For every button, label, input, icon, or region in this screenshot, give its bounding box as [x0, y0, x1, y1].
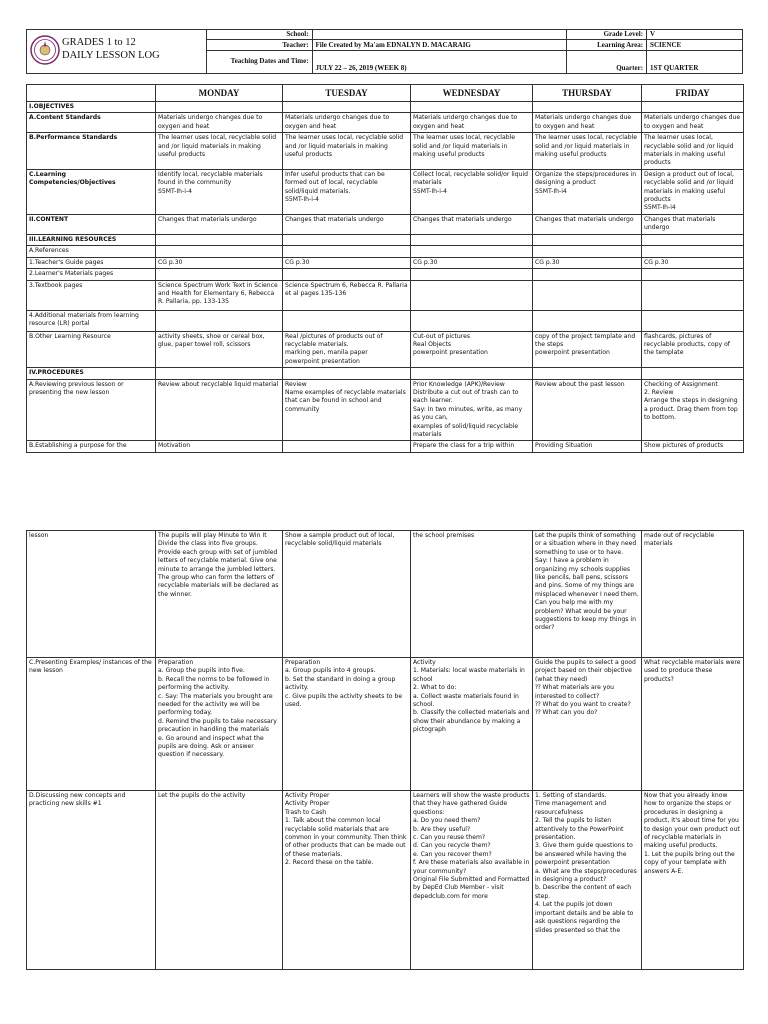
day-cell-friday: CG p.30 — [642, 257, 744, 268]
page-2 — [0, 500, 768, 1024]
day-cell-tuesday: Changes that materials undergo — [283, 214, 411, 234]
day-cell-thursday: CG p.30 — [533, 257, 642, 268]
lesson-row — [27, 531, 744, 658]
day-cell-friday — [642, 102, 744, 113]
day-cell-tuesday — [283, 269, 411, 280]
lesson-table-page-2 — [26, 530, 744, 970]
day-cell-wednesday: Activity 1. Materials: local waste materials in school 2. What to do: a. Collect waste materials found in school. b. Classify the collected materials and show their abundance by making a pictograph — [411, 658, 533, 791]
day-cell-monday — [156, 269, 283, 280]
day-cell-thursday — [533, 246, 642, 257]
day-cell-friday: Now that you already know how to organize the steps or procedures in designing a product, it's about time for you to design your own product out of recyclable materials in making useful products. 1. Let the pupils bring out the copy of your template with answers A-E. — [642, 791, 744, 970]
row-label: A.Reviewing previous lesson or presenting the new lesson — [27, 379, 156, 441]
row-label: IV.PROCEDURES — [27, 368, 156, 379]
day-cell-tuesday: Science Spectrum 6, Rebecca R. Pallaria et al pages 135-136 — [283, 280, 411, 310]
lesson-row — [27, 133, 744, 170]
grade-level-value: V — [647, 30, 743, 40]
row-label: B.Establishing a purpose for the — [27, 441, 156, 453]
day-cell-monday: Science Spectrum Work Text in Science and Health for Elementary 6, Rebecca R. Pallaria, pp. 133-135 — [156, 280, 283, 310]
day-cell-wednesday: the school premises — [411, 531, 533, 658]
row-label: III.LEARNING RESOURCES — [27, 234, 156, 245]
lesson-row — [27, 791, 744, 970]
day-cell-wednesday: CG p.30 — [411, 257, 533, 268]
day-cell-friday — [642, 269, 744, 280]
page-1 — [0, 0, 768, 495]
grade-level-label: Grade Level: — [567, 30, 647, 40]
day-cell-friday: made out of recyclable materials — [642, 531, 744, 658]
row-label: I.OBJECTIVES — [27, 102, 156, 113]
day-cell-friday: Changes that materials undergo — [642, 214, 744, 234]
day-cell-tuesday: Materials undergo changes due to oxygen and heat — [283, 113, 411, 133]
day-cell-thursday: Materials undergo changes due to oxygen and heat — [533, 113, 642, 133]
day-cell-friday — [642, 310, 744, 331]
learning-area-label: Learning Area: — [567, 40, 647, 51]
day-cell-thursday — [533, 310, 642, 331]
day-cell-monday: Review about recyclable liquid material — [156, 379, 283, 441]
row-label: B.Other Learning Resource — [27, 331, 156, 368]
quarter-value: 1ST QUARTER — [647, 51, 743, 74]
title-line-1: GRADES 1 to 12 — [62, 37, 136, 48]
day-cell-tuesday: The learner uses local, recyclable solid and /or liquid materials in making useful products — [283, 133, 411, 170]
day-cell-tuesday — [283, 441, 411, 453]
day-cell-monday: Motivation — [156, 441, 283, 453]
day-cell-monday: The learner uses local, recyclable solid and /or liquid materials in making useful products — [156, 133, 283, 170]
day-cell-thursday — [533, 234, 642, 245]
lesson-row — [27, 102, 744, 113]
teaching-dates-value: JULY 22 – 26, 2019 (WEEK 8) — [312, 51, 567, 74]
day-cell-tuesday: Show a sample product out of local, recyclable solid/liquid materials — [283, 531, 411, 658]
day-cell-tuesday — [283, 102, 411, 113]
day-header-wednesday: WEDNESDAY — [411, 85, 533, 102]
day-cell-monday: Materials undergo changes due to oxygen and heat — [156, 113, 283, 133]
row-label: II.CONTENT — [27, 214, 156, 234]
day-header-friday: FRIDAY — [642, 85, 744, 102]
lesson-log-header — [26, 29, 743, 74]
lesson-row — [27, 214, 744, 234]
row-label: 2.Learner's Materials pages — [27, 269, 156, 280]
day-cell-wednesday — [411, 102, 533, 113]
day-cell-friday — [642, 234, 744, 245]
day-header-monday: MONDAY — [156, 85, 283, 102]
day-cell-friday: Materials undergo changes due to oxygen and heat — [642, 113, 744, 133]
day-cell-tuesday — [283, 368, 411, 379]
day-cell-tuesday: CG p.30 — [283, 257, 411, 268]
lesson-row — [27, 257, 744, 268]
row-label: B.Performance Standards — [27, 133, 156, 170]
day-cell-monday: activity sheets, shoe or cereal box, glue, paper towel roll, scissors — [156, 331, 283, 368]
lesson-row — [27, 441, 744, 453]
row-label: D.Discussing new concepts and practicing new skills #1 — [27, 791, 156, 970]
day-cell-monday: Let the pupils do the activity — [156, 791, 283, 970]
learning-area-value: SCIENCE — [647, 40, 743, 51]
day-cell-tuesday: Review Name examples of recyclable materials that can be found in school and community — [283, 379, 411, 441]
day-cell-friday: The learner uses local, recyclable solid and /or liquid materials in making useful products — [642, 133, 744, 170]
day-cell-monday — [156, 310, 283, 331]
teaching-dates-label: Teaching Dates and Time: — [206, 51, 312, 74]
day-cell-thursday: 1. Setting of standards. Time management and resourcefulness 2. Tell the pupils to listen attentively to the PowerPoint presentation. 3. Give them guide questions to be answered while having the powerpoint presentation a. What are the steps/procedures in designing a product? b. Describe the content of each step. 4. Let the pupils jot down important details and be able to ask questions regarding the slides presented so that the — [533, 791, 642, 970]
day-cell-thursday — [533, 102, 642, 113]
day-cell-friday: Checking of Assignment 2. Review Arrange the steps in designing a product. Drag them from top to bottom. — [642, 379, 744, 441]
day-cell-friday: Design a product out of local, recyclable solid and /or liquid materials in making useful products S5MT-Ih-i4 — [642, 169, 744, 214]
deped-seal-icon — [30, 35, 60, 65]
day-cell-thursday: Organize the steps/procedures in designing a product S5MT-Ih-i4 — [533, 169, 642, 214]
day-cell-wednesday: Prior Knowledge (APK)/Review Distribute a cut out of trash can to each learner. Say: In two minutes, write, as many as you can, examples of solid/liquid recyclable materials — [411, 379, 533, 441]
row-label: A.Content Standards — [27, 113, 156, 133]
day-cell-wednesday: Learners will show the waste products that they have gathered Guide questions: a. Do you need them? b. Are they useful? c. Can you reuse them? d. Can you recycle them? e. Can you recover them? f. Are these materials also available in your community? Original File Submitted and Formatted by DepEd Club Member - visit depedclub.com for more — [411, 791, 533, 970]
day-cell-tuesday: Real /pictures of products out of recyclable materials. marking pen, manila paper powerpoint presentation — [283, 331, 411, 368]
row-label: lesson — [27, 531, 156, 658]
teacher-label: Teacher: — [206, 40, 312, 51]
day-cell-friday: Show pictures of products — [642, 441, 744, 453]
day-cell-thursday: Review about the past lesson — [533, 379, 642, 441]
day-cell-thursday: Guide the pupils to select a good project based on their objective (what they need) ⁇ What materials are you interested to collect? ⁇ What do you want to create? ⁇ What can you do? — [533, 658, 642, 791]
day-cell-thursday: Providing Situation — [533, 441, 642, 453]
day-cell-monday — [156, 234, 283, 245]
day-cell-wednesday — [411, 280, 533, 310]
lesson-row — [27, 331, 744, 368]
day-cell-thursday: Changes that materials undergo — [533, 214, 642, 234]
school-label: School: — [206, 30, 312, 40]
row-label: A.References — [27, 246, 156, 257]
day-cell-wednesday — [411, 368, 533, 379]
day-cell-tuesday — [283, 234, 411, 245]
row-label: C.Learning Competencies/Objectives — [27, 169, 156, 214]
day-cell-wednesday — [411, 310, 533, 331]
header-logo-cell — [27, 30, 207, 74]
day-cell-monday — [156, 246, 283, 257]
day-cell-friday — [642, 280, 744, 310]
day-header-row — [27, 85, 744, 102]
day-cell-friday — [642, 246, 744, 257]
day-cell-wednesday: Collect local, recyclable solid/or liquid materials S5MT-Ih-i-4 — [411, 169, 533, 214]
lesson-row — [27, 658, 744, 791]
day-cell-monday: Changes that materials undergo — [156, 214, 283, 234]
day-cell-tuesday — [283, 246, 411, 257]
title-line-2: DAILY LESSON LOG — [62, 50, 160, 62]
school-value — [312, 30, 567, 40]
day-cell-friday — [642, 368, 744, 379]
lesson-table-page-1 — [26, 84, 744, 453]
day-cell-monday: Preparation a. Group the pupils into five. b. Recall the norms to be followed in performing the activity. c. Say: The materials you brought are needed for the activity we will be performing today. d. Remind the pupils to take necessary precaution in handling the materials e. Go around and inspect what the pupils are doing. Ask or answer question if necessary. — [156, 658, 283, 791]
document-title — [62, 36, 160, 62]
day-cell-thursday — [533, 368, 642, 379]
day-header-tuesday: TUESDAY — [283, 85, 411, 102]
lesson-row — [27, 310, 744, 331]
day-header-thursday: THURSDAY — [533, 85, 642, 102]
row-label: 3.Textbook pages — [27, 280, 156, 310]
day-cell-wednesday: Materials undergo changes due to oxygen and heat — [411, 113, 533, 133]
quarter-label: Quarter: — [567, 51, 647, 74]
day-cell-monday — [156, 102, 283, 113]
teacher-value: File Created by Ma'am EDNALYN D. MACARAIG — [312, 40, 567, 51]
day-cell-thursday: copy of the project template and the steps powerpoint presentation — [533, 331, 642, 368]
row-label: C.Presenting Examples/ instances of the new lesson — [27, 658, 156, 791]
row-label: 1.Teacher's Guide pages — [27, 257, 156, 268]
day-cell-wednesday — [411, 234, 533, 245]
day-cell-tuesday — [283, 310, 411, 331]
day-cell-wednesday: Changes that materials undergo — [411, 214, 533, 234]
day-cell-thursday — [533, 280, 642, 310]
day-cell-wednesday — [411, 269, 533, 280]
day-cell-wednesday: Prepare the class for a trip within — [411, 441, 533, 453]
day-cell-wednesday: Cut-out of pictures Real Objects powerpoint presentation — [411, 331, 533, 368]
day-cell-monday: The pupils will play Minute to Win It Divide the class into five groups. Provide each group with set of jumbled letters of recyclable material. Give one minute to arrange the jumbled letters. The group who can form the letters of recyclable materials will be declared as the winner. — [156, 531, 283, 658]
day-cell-monday: CG p.30 — [156, 257, 283, 268]
lesson-row — [27, 246, 744, 257]
lesson-row — [27, 269, 744, 280]
day-cell-tuesday: Activity Proper Activity Proper Trash to Cash 1. Talk about the common local recyclable solid materials that are common in your community. Then think of other products that can be made out of these materials. 2. Record these on the table. — [283, 791, 411, 970]
day-cell-friday: What recyclable materials were used to produce these products? — [642, 658, 744, 791]
day-cell-friday: flashcards, pictures of recyclable products, copy of the template — [642, 331, 744, 368]
day-cell-thursday — [533, 269, 642, 280]
lesson-row — [27, 234, 744, 245]
lesson-row — [27, 368, 744, 379]
day-cell-tuesday: Infer useful products that can be formed out of local, recyclable solid/liquid materials. S5MT-Ih-i-4 — [283, 169, 411, 214]
day-cell-monday — [156, 368, 283, 379]
lesson-row — [27, 113, 744, 133]
lesson-row — [27, 280, 744, 310]
lesson-row — [27, 169, 744, 214]
day-cell-monday: Identify local, recyclable materials found in the community S5MT-Ih-i-4 — [156, 169, 283, 214]
lesson-row — [27, 379, 744, 441]
day-cell-tuesday: Preparation a. Group pupils into 4 groups. b. Set the standard in doing a group activity. c. Give pupils the activity sheets to be used. — [283, 658, 411, 791]
corner-cell — [27, 85, 156, 102]
day-cell-wednesday: The learner uses local, recyclable solid and /or liquid materials in making useful products — [411, 133, 533, 170]
day-cell-thursday: Let the pupils think of something or a situation where in they need something to use or to have. Say: I have a problem in organizing my schools supplies like pencils, ball pens, scissors and pins. Some of my things are misplaced whenever I need them. Can you help me with my problem? What would be your suggestions to keep my things in order? — [533, 531, 642, 658]
day-cell-thursday: The learner uses local, recyclable solid and /or liquid materials in making useful products — [533, 133, 642, 170]
row-label: 4.Additional materials from learning resource (LR) portal — [27, 310, 156, 331]
day-cell-wednesday — [411, 246, 533, 257]
